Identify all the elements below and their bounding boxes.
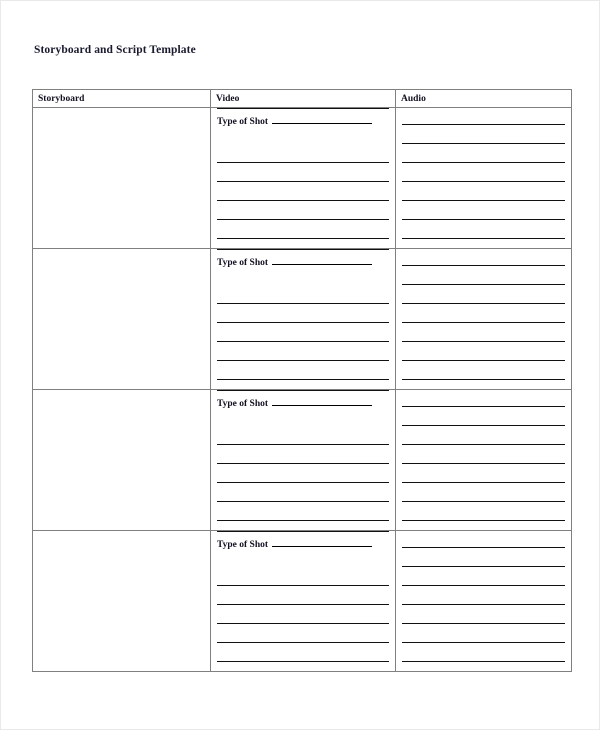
shot-type-label-row [217, 114, 389, 127]
video-write-line[interactable] [217, 585, 389, 586]
storyboard-drawing-area[interactable] [33, 249, 210, 389]
audio-write-line[interactable] [402, 284, 565, 285]
storyboard-drawing-cell-4[interactable] [33, 531, 211, 672]
table-row [33, 390, 572, 531]
shot-type-input[interactable] [272, 537, 372, 547]
audio-cell-2[interactable] [396, 249, 572, 390]
shot-type-input[interactable] [272, 396, 372, 406]
audio-write-line[interactable] [402, 162, 565, 163]
video-write-line[interactable] [217, 520, 389, 521]
video-write-line[interactable] [217, 623, 389, 624]
shot-type-label-row [217, 537, 389, 550]
audio-write-line[interactable] [402, 322, 565, 323]
audio-write-line[interactable] [402, 303, 565, 304]
table-row [33, 108, 572, 249]
storyboard-drawing-area[interactable] [33, 390, 210, 530]
audio-cell-inner [396, 249, 571, 389]
shot-type-label: Type of Shot [217, 117, 269, 127]
audio-write-line[interactable] [402, 200, 565, 201]
audio-write-line[interactable] [402, 547, 565, 548]
audio-write-line[interactable] [402, 444, 565, 445]
audio-write-line[interactable] [402, 265, 565, 266]
shot-type-label: Type of Shot [217, 399, 269, 409]
column-header-audio: Audio [396, 90, 572, 108]
video-cell-1[interactable] [211, 108, 396, 249]
video-write-line[interactable] [217, 444, 389, 445]
audio-write-line[interactable] [402, 238, 565, 239]
audio-write-line[interactable] [402, 520, 565, 521]
video-write-line[interactable] [217, 181, 389, 182]
audio-write-line[interactable] [402, 219, 565, 220]
video-write-line[interactable] [217, 390, 389, 391]
shot-type-input[interactable] [272, 114, 372, 124]
video-write-line[interactable] [217, 162, 389, 163]
page-title: Storyboard and Script Template [34, 44, 196, 56]
column-header-video: Video [211, 90, 396, 108]
shot-type-label-row [217, 396, 389, 409]
audio-write-line[interactable] [402, 585, 565, 586]
video-cell-4[interactable] [211, 531, 396, 672]
audio-write-line[interactable] [402, 379, 565, 380]
video-cell-inner [211, 531, 395, 671]
audio-cell-inner [396, 108, 571, 248]
video-write-line[interactable] [217, 249, 389, 250]
video-write-line[interactable] [217, 360, 389, 361]
shot-type-label: Type of Shot [217, 258, 269, 268]
video-write-line[interactable] [217, 661, 389, 662]
audio-write-line[interactable] [402, 341, 565, 342]
audio-write-line[interactable] [402, 642, 565, 643]
video-write-line[interactable] [217, 501, 389, 502]
audio-write-line[interactable] [402, 425, 565, 426]
video-write-line[interactable] [217, 482, 389, 483]
audio-write-line[interactable] [402, 181, 565, 182]
video-write-line[interactable] [217, 322, 389, 323]
video-write-line[interactable] [217, 219, 389, 220]
audio-write-line[interactable] [402, 360, 565, 361]
video-cell-inner [211, 108, 395, 248]
audio-write-line[interactable] [402, 406, 565, 407]
storyboard-drawing-cell-1[interactable] [33, 108, 211, 249]
video-write-line[interactable] [217, 341, 389, 342]
video-cell-2[interactable] [211, 249, 396, 390]
shot-type-label-row [217, 255, 389, 268]
video-write-line[interactable] [217, 604, 389, 605]
audio-cell-1[interactable] [396, 108, 572, 249]
table-row [33, 249, 572, 390]
video-write-line[interactable] [217, 463, 389, 464]
audio-write-line[interactable] [402, 661, 565, 662]
video-cell-3[interactable] [211, 390, 396, 531]
audio-write-line[interactable] [402, 604, 565, 605]
storyboard-drawing-area[interactable] [33, 108, 210, 248]
audio-write-line[interactable] [402, 501, 565, 502]
audio-cell-4[interactable] [396, 531, 572, 672]
table-header-row [33, 90, 572, 108]
video-write-line[interactable] [217, 200, 389, 201]
storyboard-script-table [32, 89, 572, 672]
video-write-line[interactable] [217, 379, 389, 380]
video-write-line[interactable] [217, 531, 389, 532]
video-write-line[interactable] [217, 642, 389, 643]
shot-type-input[interactable] [272, 255, 372, 265]
video-write-line[interactable] [217, 303, 389, 304]
video-write-line[interactable] [217, 238, 389, 239]
audio-cell-inner [396, 531, 571, 671]
audio-cell-3[interactable] [396, 390, 572, 531]
audio-cell-inner [396, 390, 571, 530]
shot-type-label: Type of Shot [217, 540, 269, 550]
storyboard-drawing-cell-2[interactable] [33, 249, 211, 390]
storyboard-drawing-cell-3[interactable] [33, 390, 211, 531]
storyboard-drawing-area[interactable] [33, 531, 210, 671]
audio-write-line[interactable] [402, 124, 565, 125]
table-row [33, 531, 572, 672]
audio-write-line[interactable] [402, 566, 565, 567]
audio-write-line[interactable] [402, 463, 565, 464]
audio-write-line[interactable] [402, 482, 565, 483]
video-cell-inner [211, 249, 395, 389]
audio-write-line[interactable] [402, 623, 565, 624]
table-body [33, 108, 572, 672]
audio-write-line[interactable] [402, 143, 565, 144]
column-header-storyboard: Storyboard [33, 90, 211, 108]
video-write-line[interactable] [217, 108, 389, 109]
video-cell-inner [211, 390, 395, 530]
